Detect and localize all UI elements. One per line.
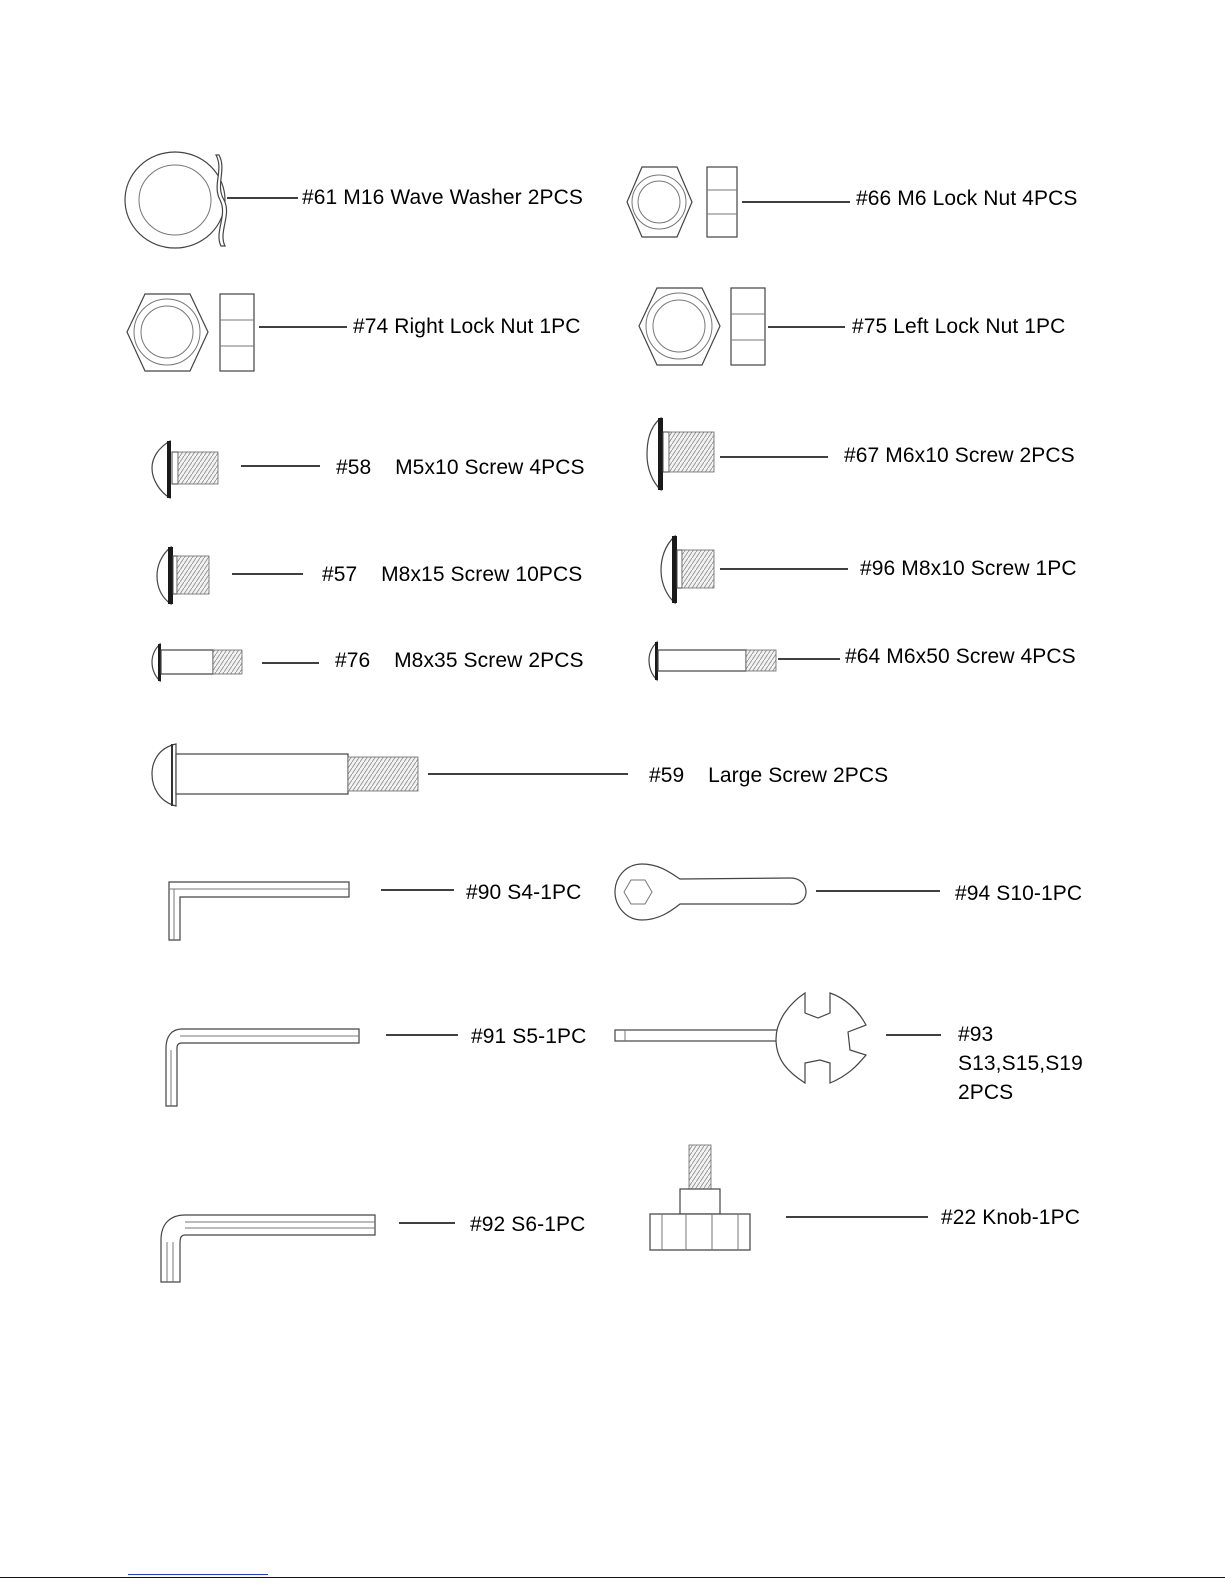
part-label-76: #76 M8x35 Screw 2PCS xyxy=(335,649,584,672)
screw-icon xyxy=(157,547,209,604)
screw-icon xyxy=(152,744,418,806)
wave-washer-icon xyxy=(125,152,227,248)
screw-icon xyxy=(661,536,714,603)
lock-nut-icon xyxy=(127,294,254,371)
part-label-67: #67 M6x10 Screw 2PCS xyxy=(844,444,1075,467)
part-label-22: #22 Knob-1PC xyxy=(941,1206,1080,1229)
part-label-64: #64 M6x50 Screw 4PCS xyxy=(845,645,1076,668)
part-label-93: #93 S13,S15,S19 2PCS xyxy=(958,1023,1083,1104)
part-label-90: #90 S4-1PC xyxy=(466,881,582,904)
footer-link-underline[interactable] xyxy=(128,1574,268,1575)
hex-key-icon xyxy=(166,1029,359,1106)
part-label-57: #57 M8x15 Screw 10PCS xyxy=(322,563,583,586)
part-label-91: #91 S5-1PC xyxy=(471,1025,587,1048)
screw-icon xyxy=(152,441,218,498)
hex-key-icon xyxy=(161,1215,375,1282)
hex-key-icon xyxy=(169,882,349,940)
screw-icon xyxy=(647,418,714,490)
part-label-92: #92 S6-1PC xyxy=(470,1213,586,1236)
screw-icon xyxy=(152,644,242,681)
page-bottom-rule xyxy=(0,1577,1225,1578)
part-label-61: #61 M16 Wave Washer 2PCS xyxy=(302,186,583,209)
multi-wrench-icon xyxy=(615,993,866,1083)
wrench-icon xyxy=(615,864,806,920)
screw-icon xyxy=(649,642,776,680)
part-label-58: #58 M5x10 Screw 4PCS xyxy=(336,456,585,479)
knob-icon xyxy=(650,1145,750,1250)
lock-nut-icon xyxy=(639,288,765,365)
part-label-94: #94 S10-1PC xyxy=(955,882,1083,905)
part-label-59: #59 Large Screw 2PCS xyxy=(649,764,889,787)
part-label-96: #96 M8x10 Screw 1PC xyxy=(860,557,1077,580)
part-label-74: #74 Right Lock Nut 1PC xyxy=(353,315,581,338)
lock-nut-icon xyxy=(627,167,737,237)
part-label-75: #75 Left Lock Nut 1PC xyxy=(852,315,1066,338)
part-label-66: #66 M6 Lock Nut 4PCS xyxy=(856,187,1078,210)
